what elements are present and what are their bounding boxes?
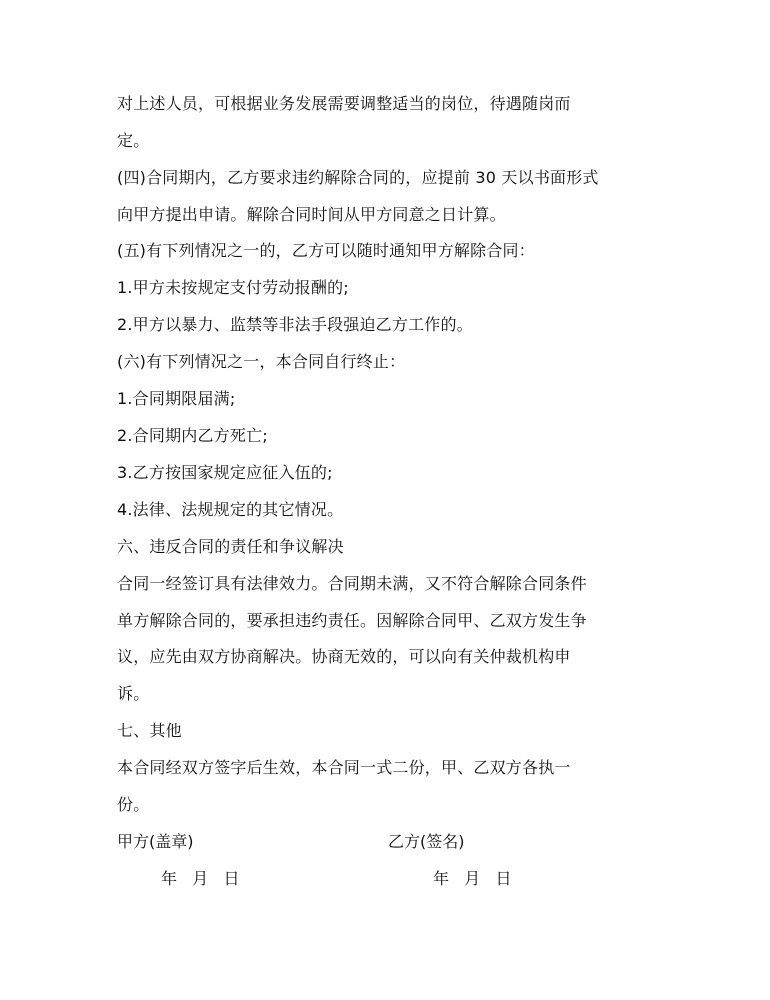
party-a-date-line: 年 月 日 [161,869,240,888]
paragraph-line: (六)有下列情况之一，本合同自行终止： [117,352,406,371]
paragraph-line: 本合同经双方签字后生效，本合同一式二份，甲、乙双方各执一 [117,758,571,777]
list-item: 2.甲方以暴力、监禁等非法手段强迫乙方工作的。 [117,315,473,334]
paragraph-line: (五)有下列情况之一的，乙方可以随时通知甲方解除合同： [117,241,535,260]
list-item: 2.合同期内乙方死亡; [117,426,268,445]
party-a-seal-label: 甲方(盖章) [117,832,194,851]
paragraph-line: 诉。 [117,684,150,703]
list-item: 1.甲方未按规定支付劳动报酬的; [117,278,349,297]
paragraph-line: 对上述人员，可根据业务发展需要调整适当的岗位，待遇随岗而 [117,94,571,113]
paragraph-line: (四)合同期内，乙方要求违约解除合同的，应提前 30 天以书面形式 [117,168,599,187]
paragraph-line: 定。 [117,131,150,150]
paragraph-line: 向甲方提出申请。解除合同时间从甲方同意之日计算。 [117,205,506,224]
list-item: 1.合同期限届满; [117,389,236,408]
list-item: 3.乙方按国家规定应征入伍的; [117,463,333,482]
list-item: 4.法律、法规规定的其它情况。 [117,500,344,519]
paragraph-line: 合同一经签订具有法律效力。合同期未满，又不符合解除合同条件 [117,574,587,593]
section-heading: 七、其他 [117,721,182,740]
section-heading: 六、违反合同的责任和争议解决 [117,537,344,556]
party-b-date-line: 年 月 日 [433,869,512,888]
paragraph-line: 单方解除合同的，要承担违约责任。因解除合同甲、乙双方发生争 [117,611,587,630]
paragraph-line: 份。 [117,795,150,814]
party-b-signature-label: 乙方(签名) [388,832,465,851]
paragraph-line: 议，应先由双方协商解决。协商无效的，可以向有关仲裁机构申 [117,647,571,666]
